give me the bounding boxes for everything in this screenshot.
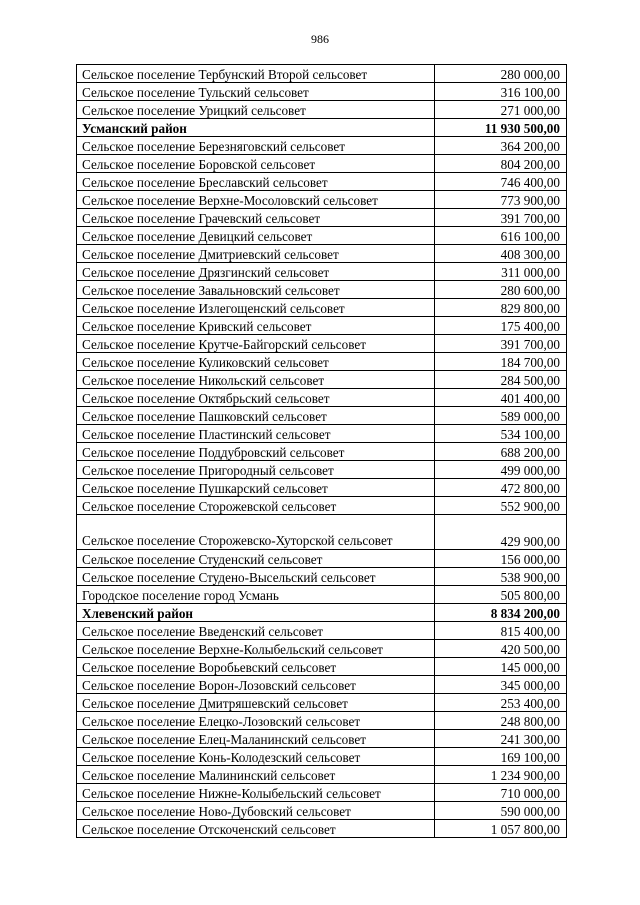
settlement-name: Сельское поселение Крутче-Байгорский сельсовет	[77, 335, 435, 353]
settlement-name: Сельское поселение Боровской сельсовет	[77, 155, 435, 173]
settlement-name: Сельское поселение Пластинский сельсовет	[77, 425, 435, 443]
district-row	[77, 604, 567, 622]
settlement-name: Сельское поселение Девицкий сельсовет	[77, 227, 435, 245]
settlement-name: Сельское поселение Елецко-Лозовский сельсовет	[77, 712, 435, 730]
allocation-table-body	[77, 65, 567, 838]
settlement-name: Сельское поселение Малининский сельсовет	[77, 766, 435, 784]
district-total-amount: 11 930 500,00	[435, 119, 567, 137]
table-row	[77, 101, 567, 119]
settlement-amount: 391 700,00	[435, 209, 567, 227]
settlement-amount: 316 100,00	[435, 83, 567, 101]
settlement-name: Сельское поселение Тербунский Второй сельсовет	[77, 65, 435, 83]
table-row	[77, 820, 567, 838]
settlement-name: Городское поселение город Усмань	[77, 586, 435, 604]
settlement-name: Сельское поселение Дрязгинский сельсовет	[77, 263, 435, 281]
settlement-name: Сельское поселение Нижне-Колыбельский сельсовет	[77, 784, 435, 802]
settlement-amount: 248 800,00	[435, 712, 567, 730]
settlement-amount: 472 800,00	[435, 479, 567, 497]
settlement-amount: 616 100,00	[435, 227, 567, 245]
table-row	[77, 515, 567, 550]
settlement-name: Сельское поселение Бреславский сельсовет	[77, 173, 435, 191]
settlement-name: Сельское поселение Сторожевской сельсовет	[77, 497, 435, 515]
table-row	[77, 389, 567, 407]
settlement-name: Сельское поселение Березняговский сельсовет	[77, 137, 435, 155]
settlement-amount: 505 800,00	[435, 586, 567, 604]
table-row	[77, 83, 567, 101]
settlement-amount: 590 000,00	[435, 802, 567, 820]
settlement-name: Сельское поселение Верхне-Мосоловский сельсовет	[77, 191, 435, 209]
settlement-name: Сельское поселение Сторожевско-Хуторской сельсовет	[77, 515, 435, 550]
table-row	[77, 425, 567, 443]
table-row	[77, 730, 567, 748]
district-row	[77, 119, 567, 137]
settlement-name: Сельское поселение Введенский сельсовет	[77, 622, 435, 640]
table-row	[77, 766, 567, 784]
settlement-amount: 746 400,00	[435, 173, 567, 191]
settlement-name: Сельское поселение Дмитриевский сельсовет	[77, 245, 435, 263]
table-row	[77, 784, 567, 802]
settlement-name: Сельское поселение Грачевский сельсовет	[77, 209, 435, 227]
settlement-amount: 829 800,00	[435, 299, 567, 317]
settlement-amount: 804 200,00	[435, 155, 567, 173]
settlement-amount: 364 200,00	[435, 137, 567, 155]
settlement-amount: 241 300,00	[435, 730, 567, 748]
table-row	[77, 640, 567, 658]
settlement-amount: 280 600,00	[435, 281, 567, 299]
table-row	[77, 443, 567, 461]
settlement-amount: 391 700,00	[435, 335, 567, 353]
settlement-name: Сельское поселение Поддубровский сельсовет	[77, 443, 435, 461]
table-row	[77, 137, 567, 155]
settlement-name: Сельское поселение Никольский сельсовет	[77, 371, 435, 389]
table-row	[77, 263, 567, 281]
settlement-amount: 253 400,00	[435, 694, 567, 712]
allocation-table	[76, 64, 567, 838]
settlement-amount: 311 000,00	[435, 263, 567, 281]
settlement-name: Сельское поселение Пашковский сельсовет	[77, 407, 435, 425]
settlement-amount: 589 000,00	[435, 407, 567, 425]
settlement-name: Сельское поселение Пригородный сельсовет	[77, 461, 435, 479]
table-row	[77, 335, 567, 353]
settlement-amount: 156 000,00	[435, 550, 567, 568]
table-row	[77, 568, 567, 586]
settlement-name: Сельское поселение Тульский сельсовет	[77, 83, 435, 101]
settlement-name: Сельское поселение Воробьевский сельсовет	[77, 658, 435, 676]
table-row	[77, 155, 567, 173]
table-row	[77, 748, 567, 766]
district-total-amount: 8 834 200,00	[435, 604, 567, 622]
table-row	[77, 173, 567, 191]
settlement-name: Сельское поселение Кривский сельсовет	[77, 317, 435, 335]
table-row	[77, 209, 567, 227]
settlement-amount: 420 500,00	[435, 640, 567, 658]
table-row	[77, 299, 567, 317]
settlement-name: Сельское поселение Куликовский сельсовет	[77, 353, 435, 371]
table-row	[77, 676, 567, 694]
table-row	[77, 65, 567, 83]
settlement-name: Сельское поселение Излегощенский сельсовет	[77, 299, 435, 317]
settlement-amount: 169 100,00	[435, 748, 567, 766]
table-row	[77, 461, 567, 479]
district-name: Усманский район	[77, 119, 435, 137]
settlement-amount: 538 900,00	[435, 568, 567, 586]
settlement-name: Сельское поселение Студенский сельсовет	[77, 550, 435, 568]
table-row	[77, 802, 567, 820]
settlement-name: Сельское поселение Завальновский сельсовет	[77, 281, 435, 299]
settlement-amount: 499 000,00	[435, 461, 567, 479]
table-row	[77, 550, 567, 568]
table-row	[77, 353, 567, 371]
settlement-amount: 184 700,00	[435, 353, 567, 371]
settlement-amount: 552 900,00	[435, 497, 567, 515]
settlement-name: Сельское поселение Верхне-Колыбельский сельсовет	[77, 640, 435, 658]
table-row	[77, 622, 567, 640]
settlement-amount: 271 000,00	[435, 101, 567, 119]
table-row	[77, 317, 567, 335]
settlement-name: Сельское поселение Ворон-Лозовский сельсовет	[77, 676, 435, 694]
table-row	[77, 658, 567, 676]
settlement-amount: 345 000,00	[435, 676, 567, 694]
settlement-amount: 534 100,00	[435, 425, 567, 443]
page-number: 986	[311, 32, 329, 46]
settlement-name: Сельское поселение Отскоченский сельсовет	[77, 820, 435, 838]
settlement-amount: 145 000,00	[435, 658, 567, 676]
table-row	[77, 712, 567, 730]
table-row	[77, 479, 567, 497]
settlement-name: Сельское поселение Дмитряшевский сельсовет	[77, 694, 435, 712]
settlement-amount: 710 000,00	[435, 784, 567, 802]
table-row	[77, 371, 567, 389]
settlement-amount: 280 000,00	[435, 65, 567, 83]
settlement-amount: 284 500,00	[435, 371, 567, 389]
settlement-name: Сельское поселение Студено-Высельский сельсовет	[77, 568, 435, 586]
settlement-amount: 1 057 800,00	[435, 820, 567, 838]
district-name: Хлевенский район	[77, 604, 435, 622]
settlement-name: Сельское поселение Октябрьский сельсовет	[77, 389, 435, 407]
settlement-amount: 1 234 900,00	[435, 766, 567, 784]
table-row	[77, 281, 567, 299]
settlement-amount: 688 200,00	[435, 443, 567, 461]
table-row	[77, 694, 567, 712]
table-row	[77, 245, 567, 263]
settlement-name: Сельское поселение Конь-Колодезский сельсовет	[77, 748, 435, 766]
settlement-amount: 175 400,00	[435, 317, 567, 335]
settlement-amount: 429 900,00	[435, 515, 567, 550]
table-row	[77, 497, 567, 515]
table-row	[77, 227, 567, 245]
settlement-amount: 408 300,00	[435, 245, 567, 263]
table-row	[77, 191, 567, 209]
settlement-name: Сельское поселение Елец-Маланинский сельсовет	[77, 730, 435, 748]
settlement-amount: 815 400,00	[435, 622, 567, 640]
table-row	[77, 586, 567, 604]
settlement-amount: 773 900,00	[435, 191, 567, 209]
table-row	[77, 407, 567, 425]
settlement-amount: 401 400,00	[435, 389, 567, 407]
settlement-name: Сельское поселение Пушкарский сельсовет	[77, 479, 435, 497]
settlement-name: Сельское поселение Урицкий сельсовет	[77, 101, 435, 119]
settlement-name: Сельское поселение Ново-Дубовский сельсовет	[77, 802, 435, 820]
